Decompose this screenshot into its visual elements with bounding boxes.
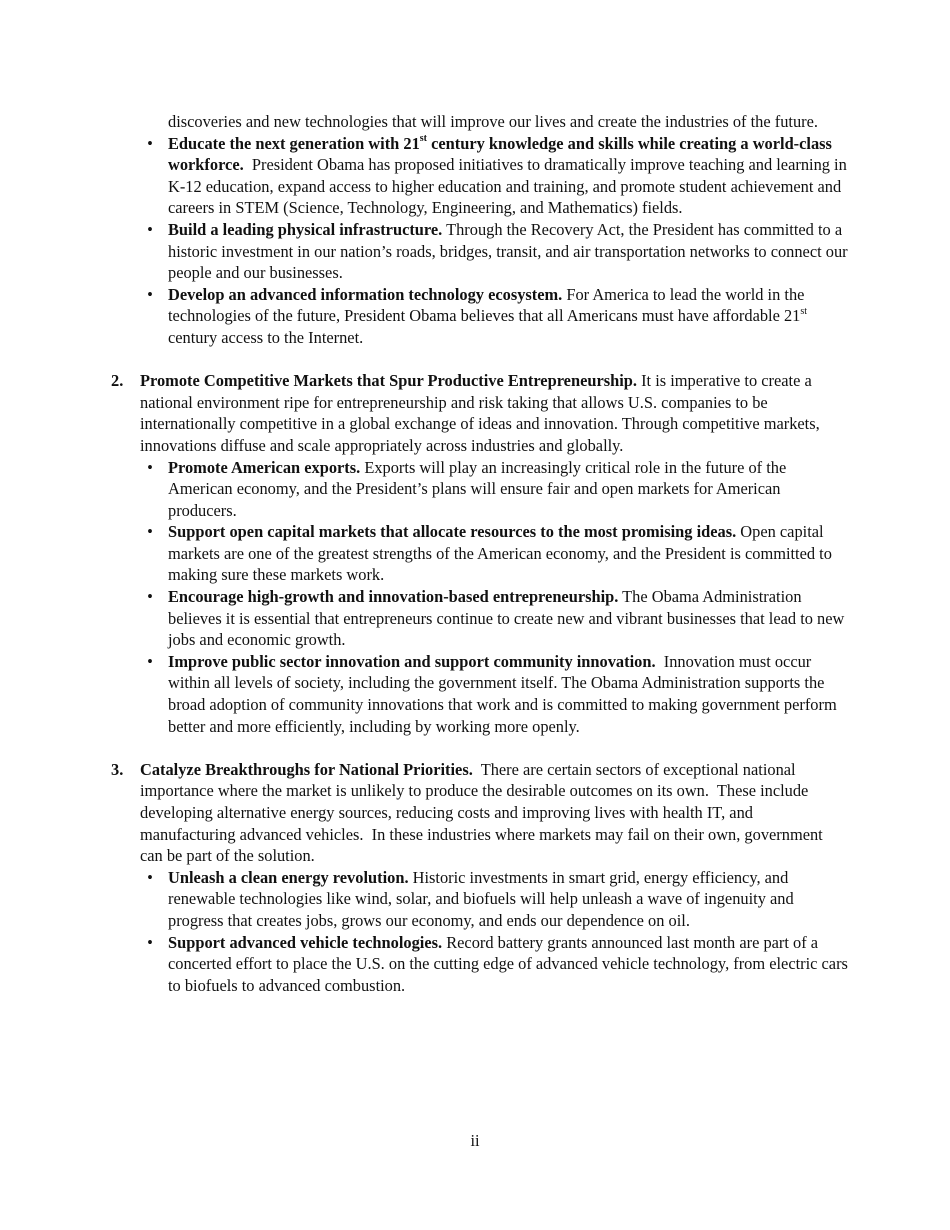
bullet-exports bbox=[147, 457, 848, 522]
section-number: 2. bbox=[111, 371, 124, 391]
bullet-body: President Obama has proposed initiatives to dramatically improve teaching and learning in K-12 education, expand access to higher education and training, and promote student achievement and careers in STEM (Science, Technology, Engineering, and Mathematics) fields. bbox=[168, 155, 851, 218]
bullet-clean-energy bbox=[147, 867, 848, 932]
bullet-title: Develop an advanced information technology ecosystem. bbox=[168, 284, 563, 304]
section1-bullet-list bbox=[0, 133, 950, 349]
bullet-entrepreneurship bbox=[147, 586, 848, 651]
bullet-dot: • bbox=[147, 932, 153, 952]
bullet-public-sector bbox=[147, 651, 848, 737]
bullet-body: Exports will play an increasingly critical role in the future of the American economy, and the President’s plans will ensure fair and open markets for American producers. bbox=[168, 457, 787, 520]
bullet-dot: • bbox=[147, 219, 153, 239]
bullet-dot: • bbox=[147, 867, 153, 887]
bullet-dot: • bbox=[147, 522, 153, 542]
section-title: Promote Competitive Markets that Spur Productive Entrepreneurship. bbox=[140, 371, 637, 391]
bullet-dot: • bbox=[147, 651, 153, 671]
page-number: ii bbox=[470, 1131, 480, 1150]
bullet-title: Support open capital markets that allocate resources to the most promising ideas. bbox=[168, 522, 737, 542]
section-body: There are certain sectors of exceptional national importance where the market is unlikely to produce the desirable outcomes on its own. These include developing alternative energy sources, reducing costs and improving lives with health IT, and manufacturing advanced vehicles. In these industries where markets may fail on their own, government can be part of the solution. bbox=[140, 759, 827, 866]
bullet-body: For America to lead the world in the technologies of the future, President Obama believes that all Americans must have affordable 21st century access to the Internet. bbox=[168, 284, 808, 347]
bullet-educate bbox=[147, 133, 851, 219]
section2-bullet-list bbox=[0, 457, 950, 738]
bullet-advanced-vehicles bbox=[147, 932, 848, 997]
bullet-title: Support advanced vehicle technologies. bbox=[168, 932, 443, 952]
bullet-it-ecosystem bbox=[147, 284, 848, 349]
bullet-title: Unleash a clean energy revolution. bbox=[168, 867, 409, 887]
bullet-title: Promote American exports. bbox=[168, 457, 361, 477]
section-2 bbox=[111, 370, 848, 456]
bullet-infrastructure bbox=[147, 219, 848, 284]
bullet-body: Through the Recovery Act, the President has committed to a historic investment in our nation’s roads, bridges, transit, and air transportation networks to connect our people and our businesses. bbox=[168, 219, 848, 283]
section-number: 3. bbox=[111, 759, 124, 779]
section-3 bbox=[111, 759, 848, 867]
bullet-body: Record battery grants announced last month are part of a concerted effort to place the U.S. on the cutting edge of advanced vehicle technology, from electric cars to biofuels to advanced combustion. bbox=[168, 932, 848, 995]
bullet-title: Educate the next generation with 21st century knowledge and skills while creating a world-class workforce. bbox=[168, 133, 832, 175]
intro-continuation: discoveries and new technologies that will improve our lives and create the industries of the future. bbox=[168, 112, 818, 131]
bullet-body: The Obama Administration believes it is essential that entrepreneurs continue to create new and vibrant businesses that lead to new jobs and economic growth. bbox=[168, 587, 845, 650]
bullet-body: Open capital markets are one of the greatest strengths of the American economy, and the President is committed to making sure these markets work. bbox=[168, 522, 832, 585]
bullet-title: Build a leading physical infrastructure. bbox=[168, 219, 443, 239]
bullet-dot: • bbox=[147, 284, 153, 304]
document-page bbox=[0, 111, 950, 996]
bullet-title: Encourage high-growth and innovation-based entrepreneurship. bbox=[168, 587, 619, 607]
section-body: It is imperative to create a national environment ripe for entrepreneurship and risk taking that allows U.S. companies to be internationally competitive in a global exchange of ideas and innovation. Through competitive markets, innovations diffuse and scale appropriately across industries and globally. bbox=[140, 371, 820, 455]
bullet-body: Historic investments in smart grid, energy efficiency, and renewable technologies like wind, solar, and biofuels will help unleash a wave of ingenuity and progress that creates jobs, grows our economy, and ends our dependence on oil. bbox=[168, 867, 794, 930]
bullet-dot: • bbox=[147, 457, 153, 477]
section-title: Catalyze Breakthroughs for National Priorities. bbox=[140, 759, 473, 779]
section3-bullet-list bbox=[0, 867, 950, 997]
bullet-dot: • bbox=[147, 587, 153, 607]
bullet-capital-markets bbox=[147, 521, 848, 586]
bullet-title: Improve public sector innovation and support community innovation. bbox=[168, 651, 656, 671]
bullet-body: Innovation must occur within all levels of society, including the government itself. The Obama Administration supports the broad adoption of community innovations that work and is committed to making government perform better and more efficiently, including by working more openly. bbox=[168, 651, 841, 736]
bullet-dot: • bbox=[147, 133, 153, 153]
